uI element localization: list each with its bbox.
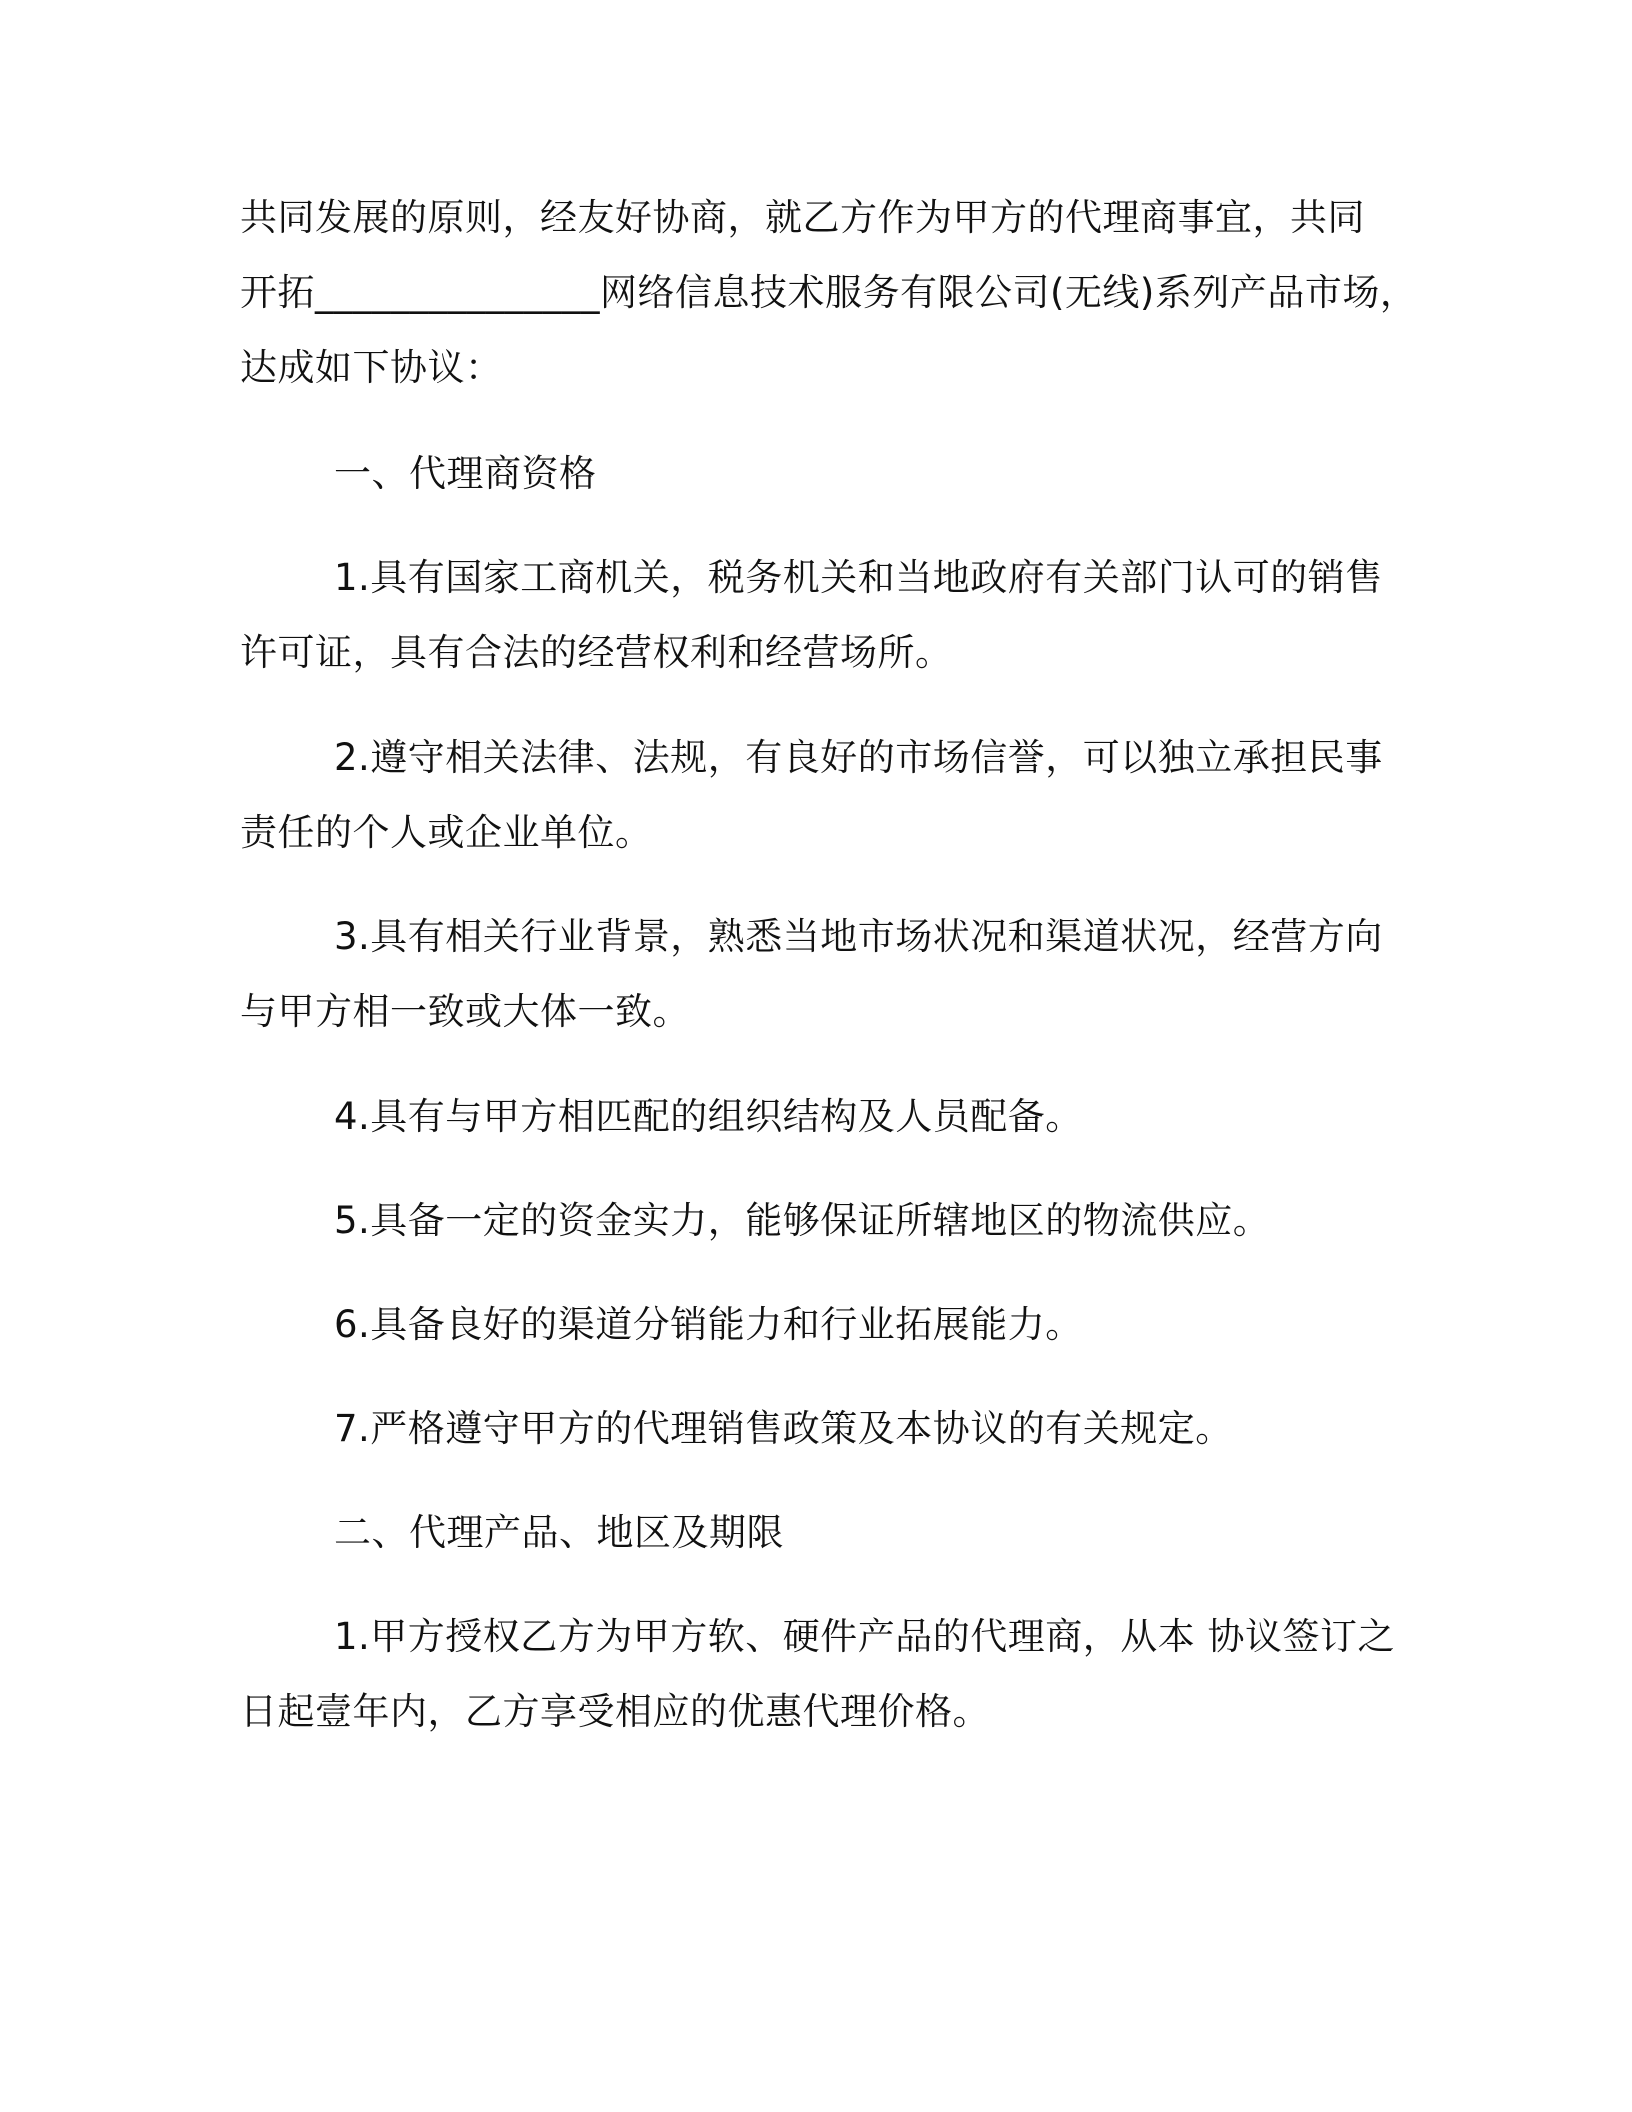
section1-item-6: 6.具备良好的渠道分销能力和行业拓展能力。	[334, 1303, 1083, 1346]
intro-line-3: 达成如下协议：	[240, 346, 503, 389]
section2-item-1-line-1: 1.甲方授权乙方为甲方软、硬件产品的代理商，从本 协议签订之	[334, 1615, 1396, 1658]
section1-item-2-line-1: 2.遵守相关法律、法规，有良好的市场信誉，可以独立承担民事	[334, 736, 1383, 779]
section1-item-1-line-2: 许可证，具有合法的经营权利和经营场所。	[240, 631, 953, 674]
section1-item-5: 5.具备一定的资金实力，能够保证所辖地区的物流供应。	[334, 1199, 1271, 1242]
intro-line-1: 共同发展的原则，经友好协商，就乙方作为甲方的代理商事宜，共同	[240, 196, 1365, 239]
intro-line-2: 开拓_______________网络信息技术服务有限公司(无线)系列产品市场，	[240, 271, 1418, 314]
section1-item-4: 4.具有与甲方相匹配的组织结构及人员配备。	[334, 1095, 1083, 1138]
section1-item-7: 7.严格遵守甲方的代理销售政策及本协议的有关规定。	[334, 1407, 1233, 1450]
section1-item-3-line-2: 与甲方相一致或大体一致。	[240, 990, 690, 1033]
section2-heading: 二、代理产品、地区及期限	[334, 1511, 784, 1554]
section1-item-1-line-1: 1.具有国家工商机关，税务机关和当地政府有关部门认可的销售	[334, 556, 1383, 599]
section1-heading: 一、代理商资格	[334, 452, 597, 495]
section2-item-1-line-2: 日起壹年内，乙方享受相应的优惠代理价格。	[240, 1690, 990, 1733]
section1-item-3-line-1: 3.具有相关行业背景，熟悉当地市场状况和渠道状况，经营方向	[334, 915, 1383, 958]
section1-item-2-line-2: 责任的个人或企业单位。	[240, 811, 653, 854]
